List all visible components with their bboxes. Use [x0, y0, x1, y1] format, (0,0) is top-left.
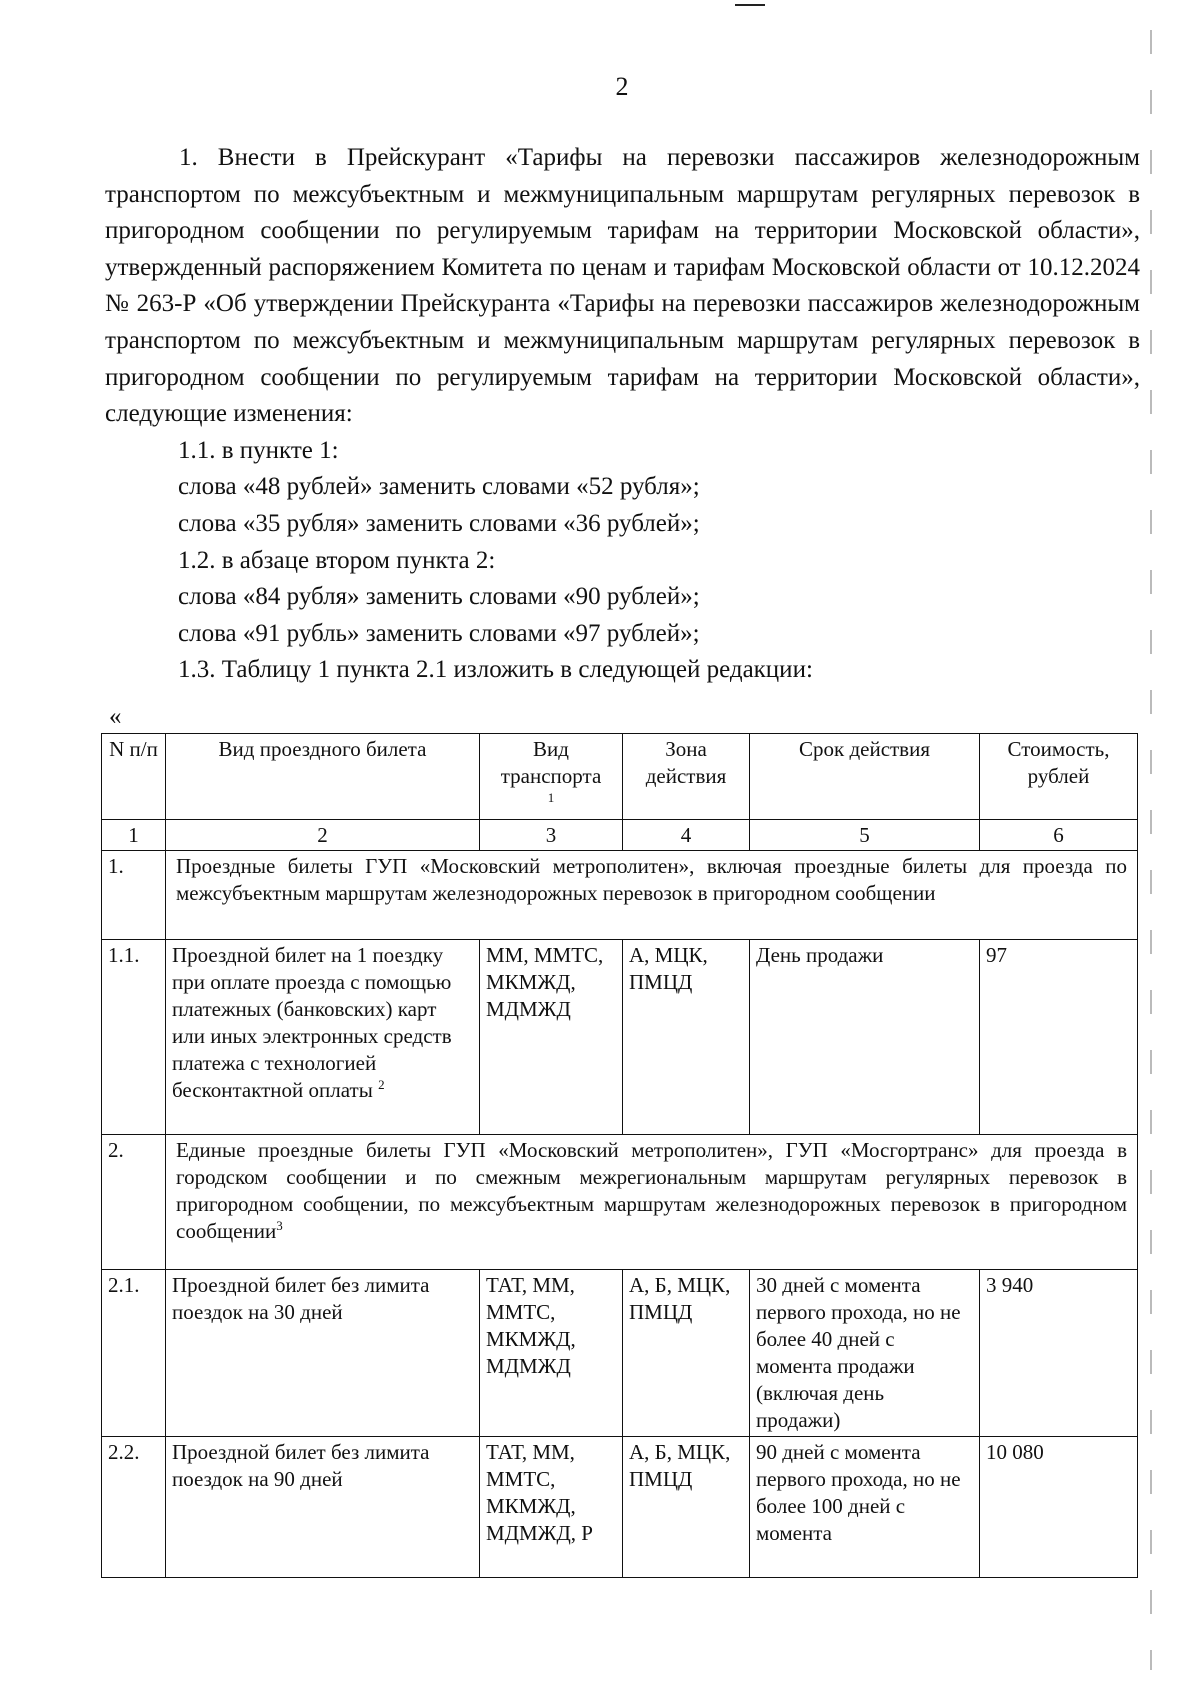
column-number-row [102, 820, 1138, 851]
item-1-3: 1.3. Таблицу 1 пункта 2.1 изложить в следующей редакции: [178, 656, 813, 684]
table-header-row [102, 734, 1138, 820]
row-1-1-zone: А, МЦК, ПМЦД [623, 940, 750, 1135]
section-2-title [166, 1135, 1138, 1270]
table-row [102, 940, 1138, 1135]
row-1-1-price: 97 [980, 940, 1138, 1135]
row-2-2-num: 2.2. [102, 1437, 166, 1578]
row-2-2-zone: А, Б, МЦК, ПМЦД [623, 1437, 750, 1578]
amendment-text [105, 140, 1140, 689]
row-1-1-validity: День продажи [750, 940, 980, 1135]
header-validity: Срок действия [750, 734, 980, 820]
header-transport-text: Вид транспорта [500, 737, 602, 788]
item-1-1: 1.1. в пункте 1: [178, 436, 339, 464]
header-price: Стоимость, рублей [980, 734, 1138, 820]
section-row-1 [102, 851, 1138, 940]
col-number: 1 [102, 820, 166, 851]
col-number: 3 [480, 820, 623, 851]
item-1-2-a: слова «84 рубля» заменить словами «90 рублей»; [178, 583, 700, 611]
table-row [102, 1270, 1138, 1437]
section-1-title: Проездные билеты ГУП «Московский метрополитен», включая проездные билеты для проезда по межсубъектным маршрутам железнодорожных перевозок в пригородном сообщении [166, 851, 1138, 940]
main-paragraph: 1. Внести в Прейскурант «Тарифы на перевозки пассажиров железнодорожным транспортом по межсубъектным и межмуниципальным маршрутам регулярных перевозок в пригородном сообщении по регулируемым тарифам на территории Московской области», утвержденный распоряжением Комитета по ценам и тарифам Московской области от 10.12.2024 № 263-Р «Об утверждении Прейскуранта «Тарифы на перевозки пассажиров железнодорожным транспортом по межсубъектным и межмуниципальным маршрутам регулярных перевозок в пригородном сообщении по регулируемым тарифам на территории Московской области», следующие изменения: [105, 144, 1140, 428]
row-1-1-ticket-text: Проездной билет на 1 поездку при оплате проезда с помощью платежных (банковских) карт или иных электронных средств платежа с технологией бесконтактной оплаты [172, 943, 452, 1102]
header-ticket-type: Вид проездного билета [166, 734, 480, 820]
header-transport-footnote: 1 [547, 790, 555, 805]
scan-edge-mark [1150, 30, 1152, 1670]
item-1-2: 1.2. в абзаце втором пункта 2: [178, 546, 496, 574]
row-2-2-ticket: Проездной билет без лимита поездок на 90 дней [166, 1437, 480, 1578]
header-zone: Зона действия [623, 734, 750, 820]
item-1-2-b: слова «91 рубль» заменить словами «97 рублей»; [178, 619, 700, 647]
col-number: 6 [980, 820, 1138, 851]
row-2-1-zone: А, Б, МЦК, ПМЦД [623, 1270, 750, 1437]
row-2-1-num: 2.1. [102, 1270, 166, 1437]
row-2-2-price: 10 080 [980, 1437, 1138, 1578]
row-2-1-transport: ТАТ, ММ, ММТС, МКМЖД, МДМЖД [480, 1270, 623, 1437]
col-number: 2 [166, 820, 480, 851]
row-1-1-num: 1.1. [102, 940, 166, 1135]
section-2-footnote: 3 [276, 1218, 283, 1233]
section-2-title-text: Единые проездные билеты ГУП «Московский метрополитен», ГУП «Мосгортранс» для проезда в городском сообщении и по смежным межрегиональным маршрутам регулярных перевозок в пригородном сообщении, по межсубъектным маршрутам железнодорожных перевозок в пригородном сообщении [176, 1138, 1127, 1243]
section-row-2 [102, 1135, 1138, 1270]
row-2-2-transport: ТАТ, ММ, ММТС, МКМЖД, МДМЖД, Р [480, 1437, 623, 1578]
row-2-1-ticket: Проездной билет без лимита поездок на 30 дней [166, 1270, 480, 1437]
section-2-num: 2. [102, 1135, 166, 1270]
section-1-num: 1. [102, 851, 166, 940]
header-transport [480, 734, 623, 820]
item-1-1-a: слова «48 рублей» заменить словами «52 рубля»; [178, 473, 700, 501]
header-num: N п/п [102, 734, 166, 820]
row-2-1-validity: 30 дней с момента первого прохода, но не более 40 дней с момента продажи (включая день продажи) [750, 1270, 980, 1437]
scan-top-mark [735, 4, 765, 6]
quote-open-mark: « [109, 703, 122, 730]
row-2-1-price: 3 940 [980, 1270, 1138, 1437]
col-number: 4 [623, 820, 750, 851]
row-1-1-footnote: 2 [378, 1077, 385, 1092]
row-2-2-validity: 90 дней с момента первого прохода, но не более 100 дней с момента [750, 1437, 980, 1578]
item-1-1-b: слова «35 рубля» заменить словами «36 рублей»; [178, 509, 700, 537]
row-1-1-ticket [166, 940, 480, 1135]
page-number: 2 [615, 72, 629, 101]
table-row [102, 1437, 1138, 1578]
row-1-1-transport: ММ, ММТС, МКМЖД, МДМЖД [480, 940, 623, 1135]
col-number: 5 [750, 820, 980, 851]
tariff-table [101, 733, 1138, 1578]
